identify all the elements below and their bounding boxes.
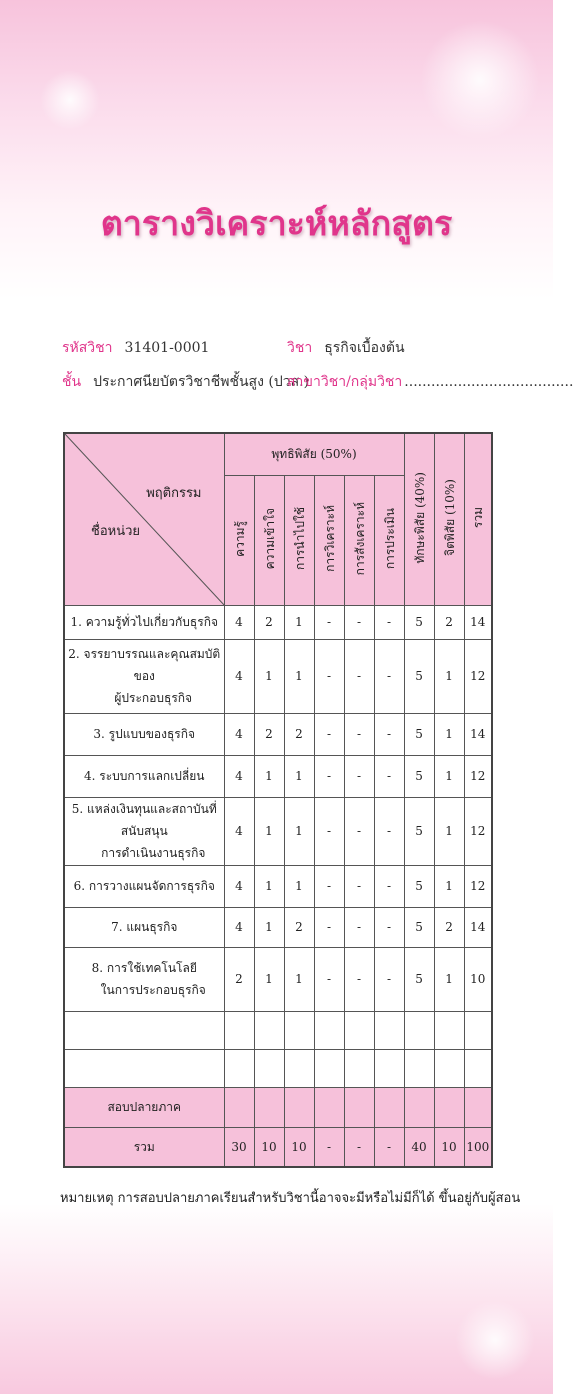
- cell: 1: [284, 639, 314, 713]
- cell: -: [374, 755, 404, 797]
- cell: 5: [404, 865, 434, 907]
- cell: [344, 1011, 374, 1049]
- cell: 12: [464, 797, 492, 865]
- table-row: [64, 639, 492, 713]
- course-department-label: สาขาวิชา/กลุ่มวิชา: [287, 374, 403, 390]
- cell: -: [374, 639, 404, 713]
- course-department-value: ......................................: [404, 374, 573, 390]
- cell: [284, 1011, 314, 1049]
- cell: -: [314, 797, 344, 865]
- cell: 12: [464, 755, 492, 797]
- sparkle-decoration: [40, 70, 100, 130]
- unit-name: 7. แผนธุรกิจ: [64, 907, 224, 947]
- sparkle-decoration: [420, 20, 540, 140]
- cell: 12: [464, 865, 492, 907]
- cell: 14: [464, 907, 492, 947]
- course-level: [62, 371, 309, 393]
- cell: 4: [224, 755, 254, 797]
- cell: -: [344, 797, 374, 865]
- cell: -: [344, 865, 374, 907]
- cell: -: [344, 605, 374, 639]
- column-header: การนำไปใช้: [284, 475, 314, 605]
- cell: [314, 1049, 344, 1087]
- cell: 30: [224, 1127, 254, 1167]
- cognitive-domain-header: พุทธิพิสัย (50%): [224, 433, 404, 475]
- cell: [344, 1087, 374, 1127]
- cell: [254, 1049, 284, 1087]
- cell: -: [314, 865, 344, 907]
- cell: -: [344, 639, 374, 713]
- cell: 5: [404, 605, 434, 639]
- column-header: การวิเคราะห์: [314, 475, 344, 605]
- cell: -: [374, 713, 404, 755]
- final-exam-row: [64, 1087, 492, 1127]
- cell: 14: [464, 605, 492, 639]
- curriculum-table: [63, 432, 493, 1168]
- cell: -: [374, 605, 404, 639]
- final-exam-label: สอบปลายภาค: [64, 1087, 224, 1127]
- cell: -: [344, 907, 374, 947]
- cell: 1: [284, 865, 314, 907]
- cell: 2: [254, 713, 284, 755]
- cell: [254, 1087, 284, 1127]
- cell: 1: [434, 865, 464, 907]
- column-header: การสังเคราะห์: [344, 475, 374, 605]
- cell: 5: [404, 639, 434, 713]
- cell: [404, 1011, 434, 1049]
- cell: 4: [224, 907, 254, 947]
- cell: [374, 1049, 404, 1087]
- cell: [404, 1049, 434, 1087]
- cell: 5: [404, 755, 434, 797]
- cell: 2: [254, 605, 284, 639]
- course-subject: [287, 337, 405, 359]
- footnote: หมายเหตุ การสอบปลายภาคเรียนสำหรับวิชานี้อาจจะมีหรือไม่มีก็ได้ ขึ้นอยู่กับผู้สอน: [60, 1191, 521, 1206]
- cell: 1: [254, 947, 284, 1011]
- cell: -: [344, 755, 374, 797]
- unit-name: 5. แหล่งเงินทุนและสถาบันที่สนับสนุน การดำเนินงานธุรกิจ: [64, 797, 224, 865]
- cell: [224, 1087, 254, 1127]
- cell: 4: [224, 713, 254, 755]
- cell: [254, 1011, 284, 1049]
- cell: -: [374, 947, 404, 1011]
- unit-header: ชื่อหน่วย: [91, 524, 141, 539]
- cell: 5: [404, 797, 434, 865]
- cell: [464, 1087, 492, 1127]
- cell: -: [314, 1127, 344, 1167]
- page-title: ตารางวิเคราะห์หลักสูตร: [100, 204, 453, 244]
- unit-name: 6. การวางแผนจัดการธุรกิจ: [64, 865, 224, 907]
- cell: [374, 1087, 404, 1127]
- cell: 1: [434, 755, 464, 797]
- course-subject-label: วิชา: [287, 340, 313, 356]
- table-row: [64, 713, 492, 755]
- unit-name: 8. การใช้เทคโนโลยี ในการประกอบธุรกิจ: [64, 947, 224, 1011]
- cell: 10: [254, 1127, 284, 1167]
- cell: 1: [284, 947, 314, 1011]
- cell: 10: [464, 947, 492, 1011]
- behavior-header: พฤติกรรม: [146, 486, 202, 501]
- cell: 1: [434, 797, 464, 865]
- cell: 1: [434, 713, 464, 755]
- column-header: ความเข้าใจ: [254, 475, 284, 605]
- cell: -: [344, 947, 374, 1011]
- cell: 1: [284, 605, 314, 639]
- column-header: ทักษะพิสัย (40%): [404, 433, 434, 605]
- table-row: [64, 947, 492, 1011]
- cell: 2: [284, 907, 314, 947]
- cell: -: [314, 713, 344, 755]
- cell: [64, 1049, 224, 1087]
- cell: [314, 1087, 344, 1127]
- cell: [344, 1049, 374, 1087]
- table-row: [64, 865, 492, 907]
- unit-name: 3. รูปแบบของธุรกิจ: [64, 713, 224, 755]
- cell: [464, 1049, 492, 1087]
- cell: [284, 1049, 314, 1087]
- cell: 1: [254, 865, 284, 907]
- cell: -: [344, 1127, 374, 1167]
- course-level-label: ชั้น: [62, 374, 82, 390]
- column-header: การประเมิน: [374, 475, 404, 605]
- cell: [224, 1049, 254, 1087]
- course-code-label: รหัสวิชา: [62, 340, 113, 356]
- cell: 1: [254, 797, 284, 865]
- course-code: [62, 337, 209, 359]
- unit-name: 1. ความรู้ทั่วไปเกี่ยวกับธุรกิจ: [64, 605, 224, 639]
- cell: 1: [434, 639, 464, 713]
- cell: 40: [404, 1127, 434, 1167]
- table-row: [64, 797, 492, 865]
- cell: [314, 1011, 344, 1049]
- diagonal-divider: [65, 434, 225, 606]
- cell: -: [314, 639, 344, 713]
- table-corner-header: [64, 433, 224, 605]
- cell: -: [374, 1127, 404, 1167]
- cell: -: [374, 865, 404, 907]
- sparkle-decoration: [455, 1300, 535, 1380]
- cell: 14: [464, 713, 492, 755]
- cell: 1: [284, 755, 314, 797]
- cell: -: [314, 755, 344, 797]
- column-header: รวม: [464, 433, 492, 605]
- table-row-empty: [64, 1049, 492, 1087]
- course-code-value: 31401-0001: [124, 340, 210, 356]
- cell: 1: [254, 639, 284, 713]
- column-header: ความรู้: [224, 475, 254, 605]
- cell: 1: [254, 907, 284, 947]
- unit-name: 4. ระบบการแลกเปลี่ยน: [64, 755, 224, 797]
- cell: 10: [434, 1127, 464, 1167]
- cell: 4: [224, 797, 254, 865]
- table-row: [64, 605, 492, 639]
- cell: -: [374, 797, 404, 865]
- cell: 2: [284, 713, 314, 755]
- column-header: จิตพิสัย (10%): [434, 433, 464, 605]
- cell: -: [374, 907, 404, 947]
- table-row: [64, 907, 492, 947]
- cell: 5: [404, 907, 434, 947]
- cell: 1: [434, 947, 464, 1011]
- cell: 1: [284, 797, 314, 865]
- cell: [224, 1011, 254, 1049]
- table-row: [64, 755, 492, 797]
- cell: [434, 1087, 464, 1127]
- cell: 12: [464, 639, 492, 713]
- cell: 100: [464, 1127, 492, 1167]
- cell: 2: [434, 907, 464, 947]
- cell: 5: [404, 947, 434, 1011]
- cell: 4: [224, 639, 254, 713]
- course-subject-value: ธุรกิจเบื้องต้น: [324, 340, 405, 356]
- cell: [284, 1087, 314, 1127]
- course-level-value: ประกาศนียบัตรวิชาชีพชั้นสูง (ปวส.): [93, 374, 310, 390]
- cell: [404, 1087, 434, 1127]
- cell: 5: [404, 713, 434, 755]
- cell: [434, 1011, 464, 1049]
- cell: -: [314, 605, 344, 639]
- cell: -: [344, 713, 374, 755]
- cell: [64, 1011, 224, 1049]
- cell: [374, 1011, 404, 1049]
- cell: [434, 1049, 464, 1087]
- cell: 4: [224, 865, 254, 907]
- total-label: รวม: [64, 1127, 224, 1167]
- cell: -: [314, 907, 344, 947]
- cell: 10: [284, 1127, 314, 1167]
- total-row: [64, 1127, 492, 1167]
- cell: -: [314, 947, 344, 1011]
- table-row-empty: [64, 1011, 492, 1049]
- cell: 2: [224, 947, 254, 1011]
- unit-name: 2. จรรยาบรรณและคุณสมบัติของ ผู้ประกอบธุรกิจ: [64, 639, 224, 713]
- cell: [464, 1011, 492, 1049]
- cell: 1: [254, 755, 284, 797]
- course-department: [287, 371, 573, 393]
- cell: 2: [434, 605, 464, 639]
- cell: 4: [224, 605, 254, 639]
